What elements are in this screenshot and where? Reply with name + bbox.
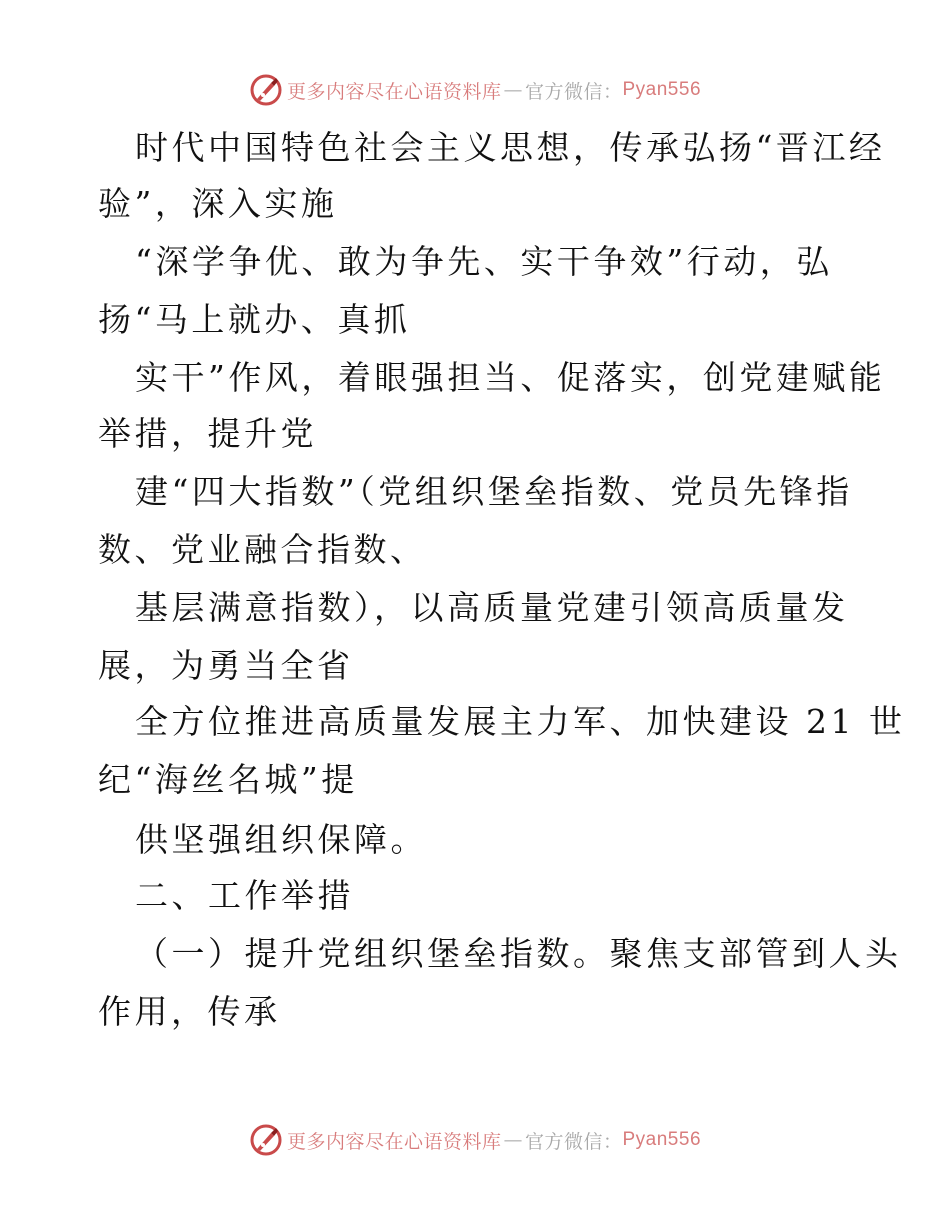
watermark-text: 更多内容尽在心语资料库 bbox=[286, 1130, 502, 1153]
text-line: 供坚强组织保障。 bbox=[135, 820, 427, 859]
text-line: 建“四大指数”（党组织堡垒指数、党员先锋指 bbox=[135, 472, 853, 511]
text-line: 实干”作风，着眼强担当、促落实，创党建赋能 bbox=[135, 358, 886, 397]
text-line: 数、党业融合指数、 bbox=[98, 530, 427, 569]
watermark-contact-label: 官方微信： bbox=[524, 80, 623, 103]
text-line: 展，为勇当全省 bbox=[98, 646, 354, 685]
text-line: 纪“海丝名城”提 bbox=[98, 760, 358, 799]
text-line: 举措，提升党 bbox=[98, 414, 317, 453]
text-line: 验”，深入实施 bbox=[98, 184, 338, 223]
watermark-contact-label: 官方微信： bbox=[524, 1130, 623, 1153]
quill-logo-icon bbox=[249, 73, 283, 107]
text-line: 扬“马上就办、真抓 bbox=[98, 300, 411, 339]
text-line: 基层满意指数），以高质量党建引领高质量发 bbox=[135, 588, 849, 627]
text-line: “深学争优、敢为争先、实干争效”行动，弘 bbox=[135, 242, 833, 281]
watermark-contact-id: Pyan556 bbox=[622, 1129, 702, 1150]
footer-watermark bbox=[0, 1122, 950, 1158]
watermark-contact-id: Pyan556 bbox=[622, 79, 702, 100]
watermark-text: 更多内容尽在心语资料库 bbox=[286, 80, 502, 103]
header-watermark bbox=[0, 72, 950, 108]
text-line: 时代中国特色社会主义思想，传承弘扬“晋江经 bbox=[135, 128, 886, 167]
text-line: 全方位推进高质量发展主力军、加快建设 21 世 bbox=[135, 702, 906, 741]
watermark-separator: — bbox=[503, 1129, 523, 1151]
watermark-separator: — bbox=[503, 79, 523, 101]
quill-logo-icon bbox=[249, 1123, 283, 1157]
text-line: （一）提升党组织堡垒指数。聚焦支部管到人头 bbox=[135, 934, 902, 973]
section-heading: 二、工作举措 bbox=[135, 876, 354, 915]
text-line: 作用，传承 bbox=[98, 992, 281, 1031]
